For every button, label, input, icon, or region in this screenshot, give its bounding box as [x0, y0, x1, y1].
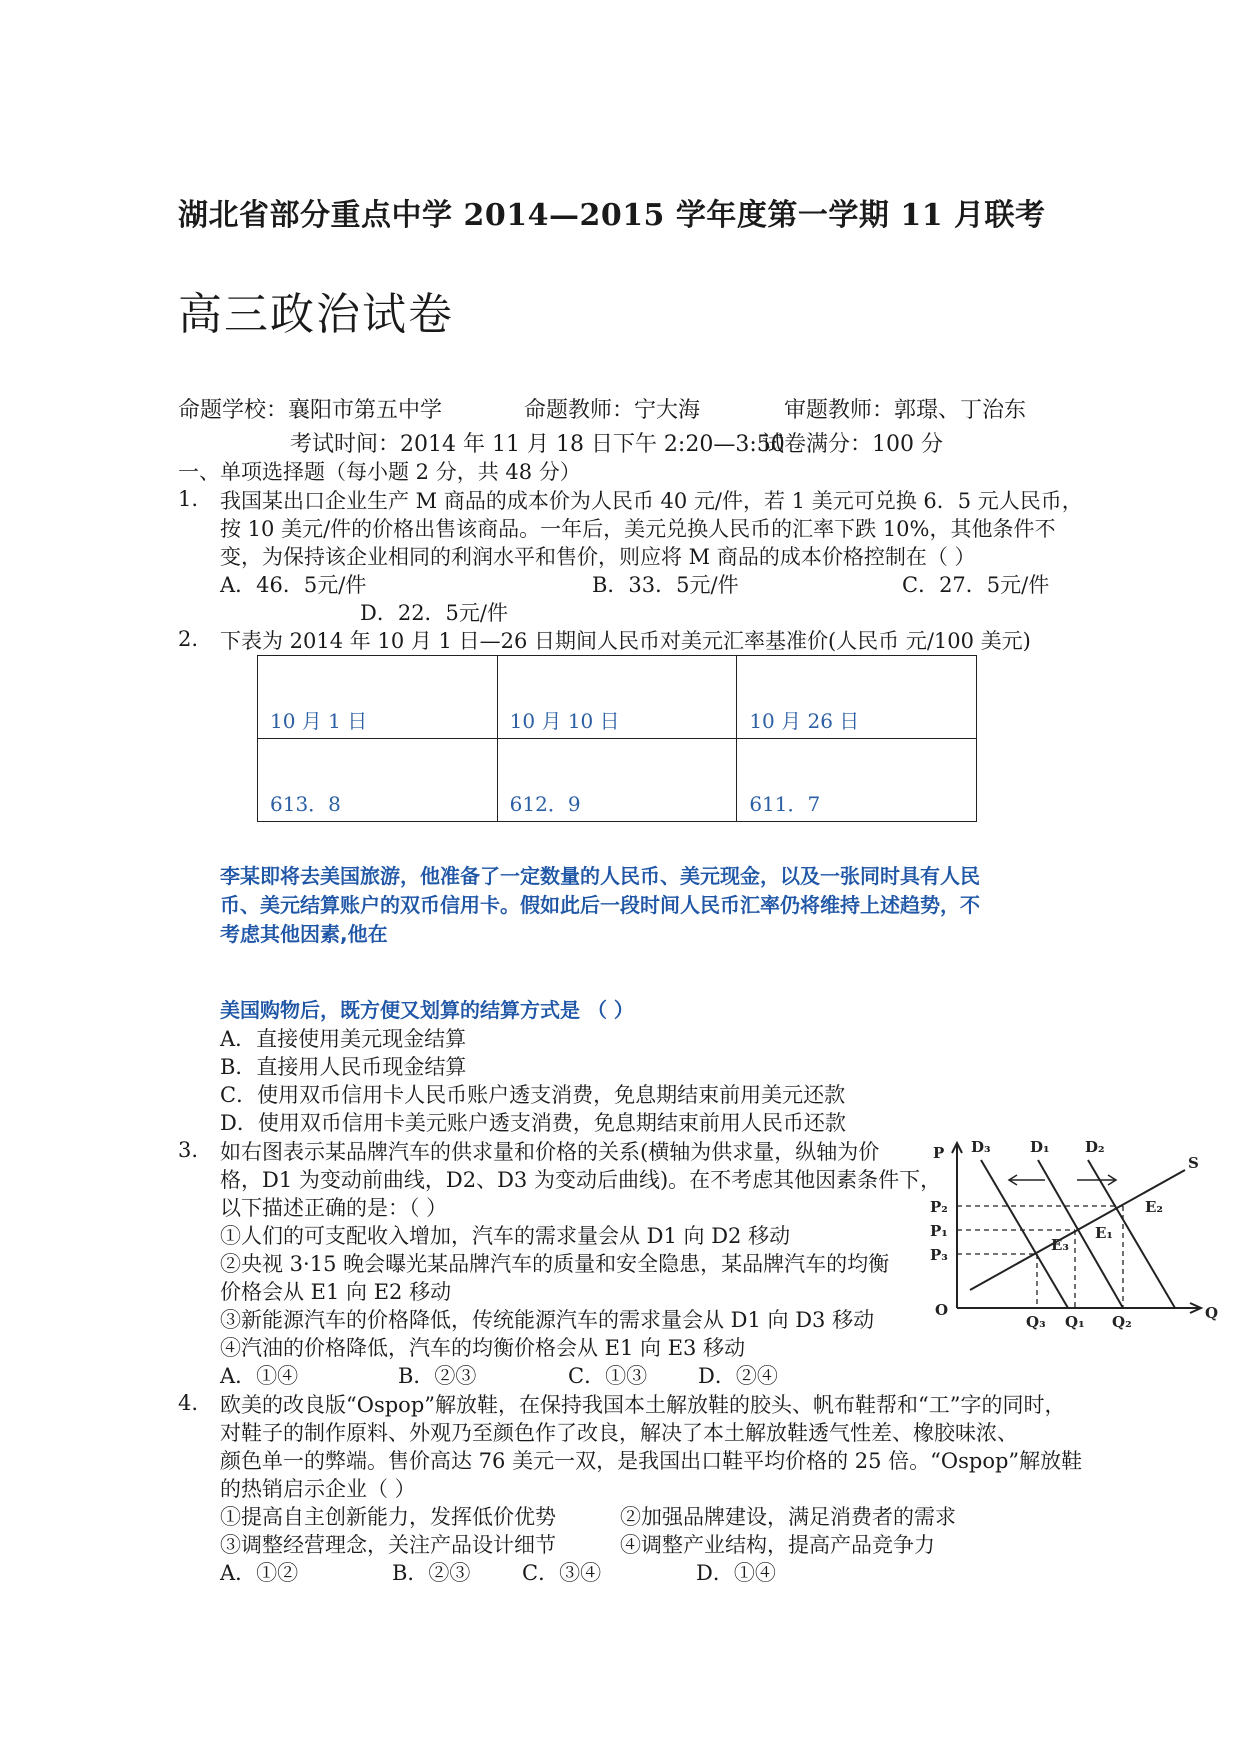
q4-option-d: D．①④ [696, 1561, 776, 1585]
q4-item: ①提高自主创新能力，发挥低价优势 [220, 1505, 556, 1529]
q3-line: 以下描述正确的是：（ ） [220, 1196, 448, 1220]
meta-time: 考试时间：2014 年 11 月 18 日下午 2:20—3:50 [290, 432, 785, 457]
meta-score: 试卷满分：100 分 [762, 432, 943, 457]
label-q1: Q₁ [1065, 1313, 1085, 1330]
label-p3: P₃ [930, 1246, 948, 1264]
label-q3: Q₃ [1026, 1313, 1046, 1330]
exam-title: 湖北省部分重点中学 2014—2015 学年度第一学期 11 月联考 [178, 198, 1046, 233]
label-q: Q [1205, 1304, 1219, 1322]
label-o: O [935, 1301, 949, 1319]
q3-item: ③新能源汽车的价格降低，传统能源汽车的需求量会从 D1 向 D3 移动 [220, 1308, 875, 1332]
q4-number: 4. [178, 1391, 199, 1415]
q3-item: 价格会从 E1 向 E2 移动 [220, 1280, 452, 1304]
q4-option-c: C．③④ [522, 1561, 602, 1585]
q1-line: 我国某出口企业生产 M 商品的成本价为人民币 40 元/件，若 1 美元可兑换 6．5 元人民币， [220, 489, 1083, 513]
exchange-rate-table [257, 655, 977, 822]
q3-option-b: B．②③ [398, 1364, 477, 1388]
q1-line: 变，为保持该企业相同的利润水平和售价，则应将 M 商品的成本价格控制在（ ） [220, 545, 976, 569]
q4-option-a: A．①② [220, 1561, 299, 1585]
q3-number: 3. [178, 1138, 199, 1162]
q2-option-d: D．使用双币信用卡美元账户透支消费，免息期结束前用人民币还款 [220, 1111, 846, 1135]
q2-number: 2. [178, 627, 199, 651]
q4-item: ②加强品牌建设，满足消费者的需求 [620, 1505, 956, 1529]
q2-option-a: A．直接使用美元现金结算 [220, 1027, 467, 1051]
label-d1: D₁ [1030, 1138, 1050, 1156]
q1-option-c: C．27．5元/件 [902, 573, 1050, 597]
q3-option-c: C．①③ [568, 1364, 648, 1388]
q4-line: 的热销启示企业（ ） [220, 1477, 416, 1501]
q3-item: ②央视 3·15 晚会曝光某品牌汽车的质量和安全隐患，某品牌汽车的均衡 [220, 1252, 890, 1276]
q4-line: 对鞋子的制作原料、外观乃至颜色作了改良，解决了本土解放鞋透气性差、橡胶味浓、 [220, 1421, 1018, 1445]
q2-stem-line: 币、美元结算账户的双币信用卡。假如此后一段时间人民币汇率仍将维持上述趋势，不 [220, 893, 980, 917]
q4-option-b: B．②③ [392, 1561, 471, 1585]
q1-number: 1. [178, 487, 199, 511]
q2-stem-line: 美国购物后，既方便又划算的结算方式是 （ ） [220, 998, 634, 1022]
meta-teacher: 命题教师：宁大海 [524, 398, 701, 423]
q4-line: 欧美的改良版“Ospop”解放鞋，在保持我国本土解放鞋的胶头、帆布鞋帮和“工”字的同时， [220, 1393, 1066, 1417]
section-heading: 一、单项选择题（每小题 2 分，共 48 分） [178, 460, 581, 484]
q2-stem-line: 考虑其他因素,他在 [220, 922, 388, 946]
label-p2: P₂ [930, 1198, 948, 1216]
q2-option-b: B．直接用人民币现金结算 [220, 1055, 467, 1079]
table-value-cell: 611．7 [737, 739, 977, 822]
label-p: P [933, 1144, 945, 1162]
meta-reviewer: 审题教师：郭璟、丁治东 [784, 398, 1027, 423]
table-value-cell: 612．9 [497, 739, 737, 822]
q1-line: 按 10 美元/件的价格出售该商品。一年后，美元兑换人民币的汇率下跌 10%，其他条件不 [220, 517, 1056, 541]
q3-line: 如右图表示某品牌汽车的供求量和价格的关系(横轴为供求量，纵轴为价 [220, 1140, 880, 1164]
label-d3: D₃ [971, 1138, 991, 1156]
table-value-cell: 613．8 [258, 739, 498, 822]
demand-curve-d3 [981, 1160, 1068, 1308]
label-d2: D₂ [1085, 1138, 1105, 1156]
label-p1: P₁ [930, 1222, 948, 1240]
q3-item: ④汽油的价格降低，汽车的均衡价格会从 E1 向 E3 移动 [220, 1336, 746, 1360]
table-header-cell: 10 月 26 日 [737, 656, 977, 739]
meta-school: 命题学校：襄阳市第五中学 [178, 398, 443, 423]
q3-option-a: A．①④ [220, 1364, 299, 1388]
q2-intro: 下表为 2014 年 10 月 1 日—26 日期间人民币对美元汇率基准价(人民币 元/100 美元) [220, 629, 1031, 653]
exam-subtitle: 高三政治试卷 [178, 289, 454, 340]
q1-option-d: D．22．5元/件 [360, 601, 508, 625]
q4-item: ④调整产业结构，提高产品竞争力 [620, 1533, 935, 1557]
q4-line: 颜色单一的弊端。售价高达 76 美元一双，是我国出口鞋平均价格的 25 倍。“Ospop”解放鞋 [220, 1449, 1083, 1473]
label-e3: E₃ [1051, 1236, 1070, 1254]
q2-option-c: C．使用双币信用卡人民币账户透支消费，免息期结束前用美元还款 [220, 1083, 846, 1107]
label-e2: E₂ [1145, 1198, 1164, 1216]
q1-option-b: B．33．5元/件 [592, 573, 739, 597]
q3-option-d: D．②④ [698, 1364, 778, 1388]
q2-stem-line: 李某即将去美国旅游，他准备了一定数量的人民币、美元现金，以及一张同时具有人民 [220, 864, 980, 888]
label-s: S [1188, 1154, 1199, 1172]
q4-item: ③调整经营理念，关注产品设计细节 [220, 1533, 556, 1557]
label-q2: Q₂ [1112, 1313, 1132, 1330]
table-header-cell: 10 月 1 日 [258, 656, 498, 739]
q3-line: 格，D1 为变动前曲线，D2、D3 为变动后曲线)。在不考虑其他因素条件下， [220, 1168, 942, 1192]
q3-item: ①人们的可支配收入增加，汽车的需求量会从 D1 向 D2 移动 [220, 1224, 791, 1248]
supply-demand-graph [925, 1130, 1225, 1330]
label-e1: E₁ [1095, 1224, 1114, 1242]
q1-option-a: A．46．5元/件 [220, 573, 367, 597]
table-header-cell: 10 月 10 日 [497, 656, 737, 739]
